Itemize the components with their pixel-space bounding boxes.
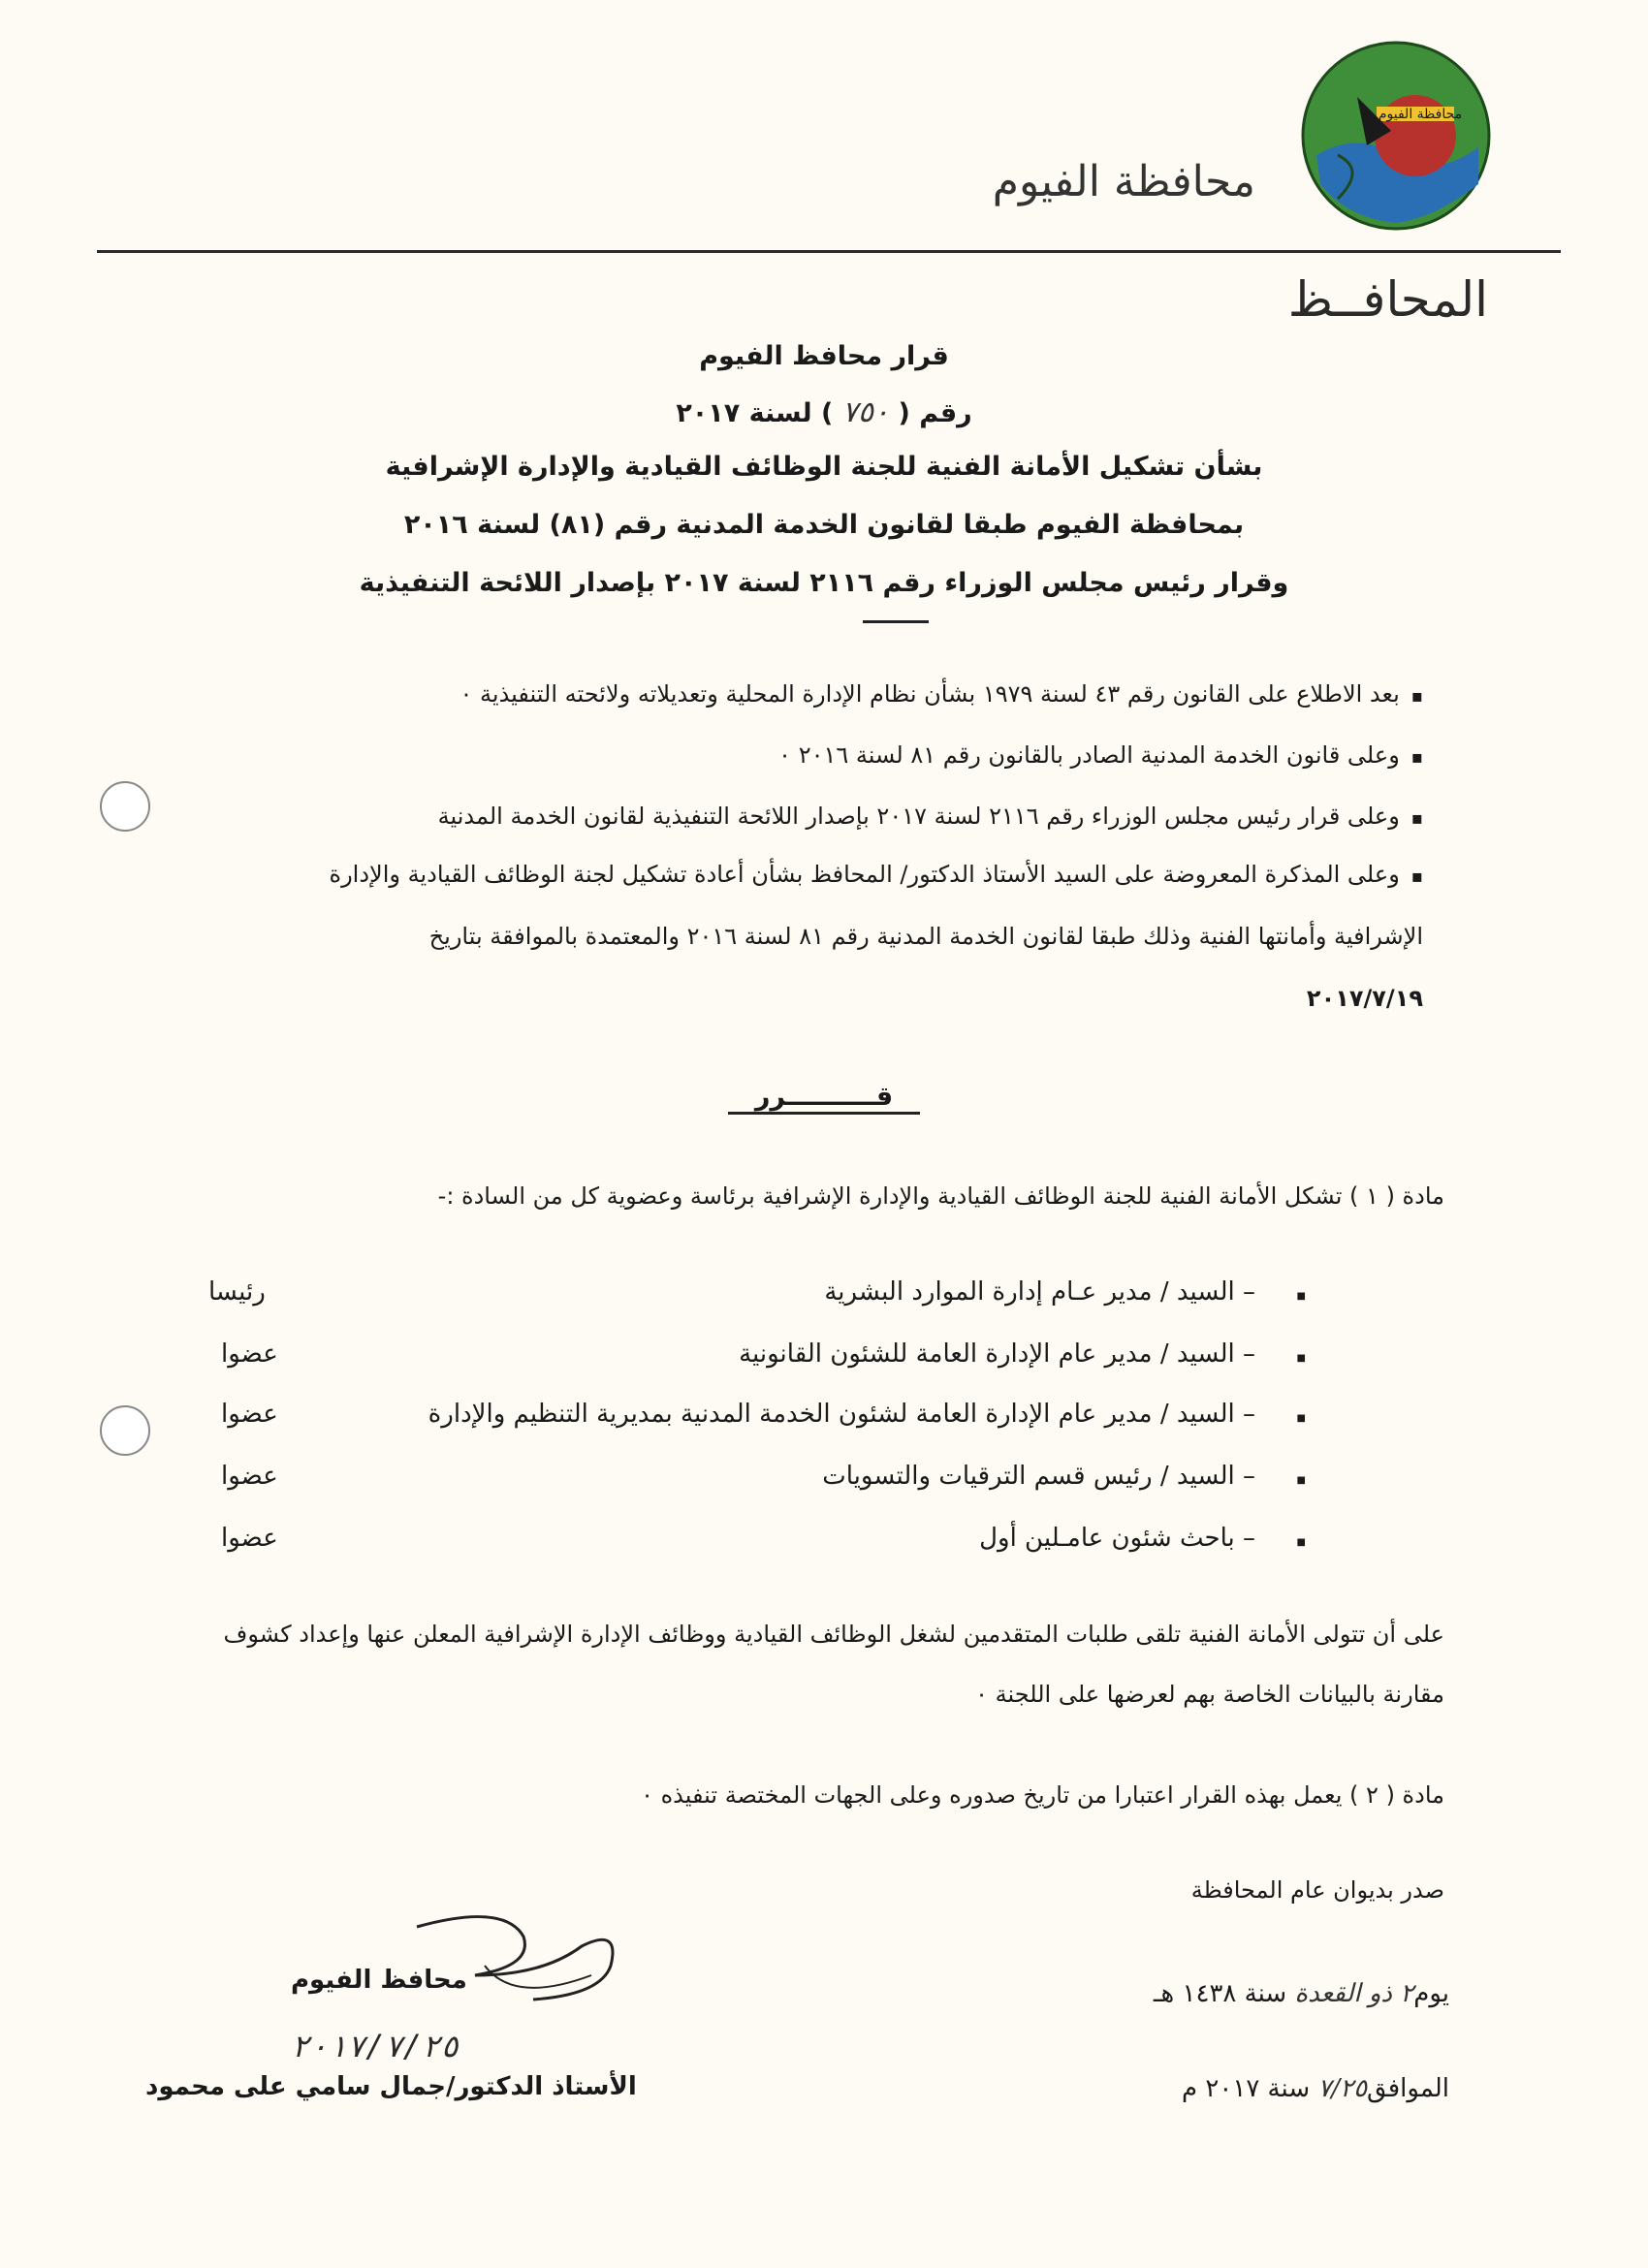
article-1: مادة ( ١ ) تشكل الأمانة الفنية للجنة الوظائف القيادية والإدارة الإشرافية برئاسة وعضوية كل من السادة :- [437, 1182, 1444, 1210]
governorate-logo [1299, 39, 1493, 233]
member-role-1: رئيسا [208, 1277, 266, 1307]
member-name-5: ■ – باحث شئون عامـلين أول [979, 1524, 1255, 1553]
punch-hole-top [100, 781, 150, 832]
duties-line-2: مقارنة بالبيانات الخاصة بهم لعرضها على اللجنة ٠ [975, 1681, 1444, 1708]
member-name-1: ■ – السيد / مدير عـام إدارة الموارد البشرية [824, 1277, 1255, 1307]
duties-line-1: على أن تتولى الأمانة الفنية تلقى طلبات المتقدمين لشغل الوظائف القيادية ووظائف الإدارة الإشرافية المعلن عنها وإعداد كشوف [223, 1621, 1444, 1648]
preamble-item-1: ▪ بعد الاطلاع على القانون رقم ٤٣ لسنة ١٩٧٩ بشأن نظام الإدارة المحلية وتعديلاته ولائحته التنفيذية ٠ [460, 680, 1424, 708]
member-name-3: ■ – السيد / مدير عام الإدارة العامة لشئون الخدمة المدنية بمديرية التنظيم والإدارة [428, 1400, 1255, 1429]
decision-heading: قــــــــــرر [0, 1082, 1648, 1115]
decree-title: قرار محافظ الفيوم [699, 341, 949, 371]
preamble-item-3: ▪ وعلى قرار رئيس مجلس الوزراء رقم ٢١١٦ لسنة ٢٠١٧ بإصدار اللائحة التنفيذية لقانون الخدمة المدنية [438, 803, 1423, 830]
decree-number-handwritten: ٧٥٠ [841, 395, 890, 429]
decree-subject-line1: بشأن تشكيل الأمانة الفنية للجنة الوظائف القيادية والإدارة الإشرافية [385, 452, 1263, 482]
decree-number-line: رقم ( ٧٥٠ ) لسنة ٢٠١٧ [676, 395, 972, 429]
hijri-handwritten: ٢ ذو القعدة [1294, 1979, 1414, 2008]
member-role-2: عضوا [221, 1339, 278, 1369]
preamble-item-2: ▪ وعلى قانون الخدمة المدنية الصادر بالقانون رقم ٨١ لسنة ٢٠١٦ ٠ [778, 741, 1423, 769]
member-role-4: عضوا [221, 1462, 278, 1491]
signer-name: الأستاذ الدكتور/جمال سامي على محمود [145, 2072, 637, 2101]
decree-subject-line3: وقرار رئيس مجلس الوزراء رقم ٢١١٦ لسنة ٢٠١٧ بإصدار اللائحة التنفيذية [359, 568, 1289, 598]
logo-text: محافظة الفيوم [1378, 107, 1463, 122]
gregorian-handwritten: ٧/٢٥ [1317, 2074, 1368, 2103]
header-divider [97, 250, 1561, 253]
preamble-item-4-cont: الإشرافية وأمانتها الفنية وذلك طبقا لقانون الخدمة المدنية رقم ٨١ لسنة ٢٠١٦ والمعتمدة بالموافقة بتاريخ [428, 923, 1423, 950]
signature-date: ٢٠١٧/٧/٢٥ [291, 2028, 460, 2064]
office-title: المحافــظ [1287, 271, 1488, 328]
punch-hole-bottom [100, 1405, 150, 1456]
preamble-item-4: ▪ وعلى المذكرة المعروضة على السيد الأستاذ الدكتور/ المحافظ بشأن أعادة تشكيل لجنة الوظائف القيادية والإدارة [330, 861, 1423, 888]
approval-date: ٢٠١٧/٧/١٩ [1306, 985, 1423, 1012]
member-name-4: ■ – السيد / رئيس قسم الترقيات والتسويات [822, 1462, 1255, 1491]
governorate-name: محافظة الفيوم [992, 157, 1255, 206]
title-underline [863, 620, 929, 623]
hijri-date: يوم٢ ذو القعدة سنة ١٤٣٨ هـ [1153, 1979, 1449, 2008]
signer-title: محافظ الفيوم [291, 1966, 467, 1995]
article-2: مادة ( ٢ ) يعمل بهذه القرار اعتبارا من تاريخ صدوره وعلى الجهات المختصة تنفيذه ٠ [641, 1781, 1444, 1809]
member-role-3: عضوا [221, 1400, 278, 1429]
gregorian-date: الموافق٧/٢٥ سنة ٢٠١٧ م [1182, 2074, 1449, 2103]
member-role-5: عضوا [221, 1524, 278, 1553]
member-name-2: ■ – السيد / مدير عام الإدارة العامة للشئون القانونية [739, 1339, 1255, 1369]
issued-at: صدر بديوان عام المحافظة [1190, 1876, 1444, 1904]
decree-subject-line2: بمحافظة الفيوم طبقا لقانون الخدمة المدنية رقم (٨١) لسنة ٢٠١٦ [403, 510, 1245, 540]
